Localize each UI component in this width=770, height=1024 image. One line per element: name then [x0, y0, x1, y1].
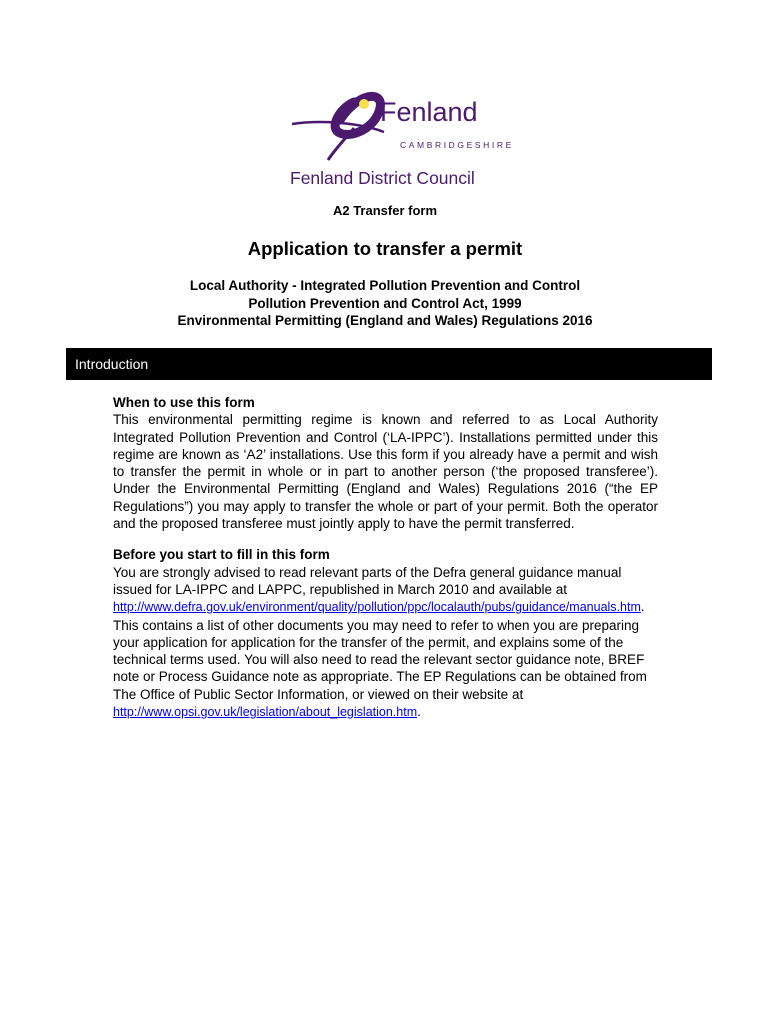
subtitle-line: Pollution Prevention and Control Act, 1999: [248, 295, 522, 311]
legislation-subtitles: [0, 277, 770, 330]
before-start-intro: You are strongly advised to read relevant parts of the Defra general guidance manual issued for LA-IPPC and LAPPC, republished in March 2010 and available at: [113, 564, 622, 597]
before-start-heading: Before you start to fill in this form: [113, 547, 330, 563]
opsi-legislation-link[interactable]: http://www.opsi.gov.uk/legislation/about_legislation.htm: [113, 705, 418, 720]
when-to-use-heading: When to use this form: [113, 395, 255, 410]
when-to-use-body: This environmental permitting regime is known and referred to as Local Authority Integrated Pollution Prevention and Control (‘LA-IPPC’). Installations permitted under this regime are known as ‘A2’ installations. Use this form if you already have a permit and wish to transfer the permit in whole or in part to another person (‘the proposed transferee’). Under the Environmental Permitting (England and Wales) Regulations 2016 (“the EP Regulations”) you may apply to transfer the whole or part of your permit. Both the operator and the proposed transferee must jointly apply to have the permit transferred.: [113, 412, 658, 532]
defra-guidance-link[interactable]: http://www.defra.gov.uk/environment/quality/pollution/ppc/localauth/pubs/guidance/manuals.htm: [113, 600, 641, 615]
logo-brand: Fenland: [380, 97, 478, 127]
subtitle-line: Environmental Permitting (England and Wales) Regulations 2016: [177, 313, 593, 328]
logo-council-name: Fenland District Council: [290, 168, 475, 188]
council-logo: [288, 88, 514, 192]
section-header-introduction: Introduction: [66, 348, 712, 380]
subtitle-line: Local Authority - Integrated Pollution Prevention and Control: [189, 278, 581, 293]
before-start-middle: . This contains a list of other documents you may need to refer to when you are preparing your application for application for the transfer of the permit, and explains some of the technical terms used. You will also need to read the relevant sector guidance note, BREF note or Process Guidance note as appropriate. The EP Regulations can be obtained from The Office of Public Sector Information, or viewed on their website at: [113, 599, 647, 702]
fenland-logo-graphic: [288, 88, 514, 192]
page-title: Application to transfer a permit: [247, 238, 523, 259]
logo-region: CAMBRIDGESHIRE: [400, 140, 514, 150]
before-start-end: .: [417, 704, 421, 720]
form-label: A2 Transfer form: [332, 203, 438, 218]
introduction-content: [113, 394, 658, 721]
before-start-body: [113, 564, 658, 722]
